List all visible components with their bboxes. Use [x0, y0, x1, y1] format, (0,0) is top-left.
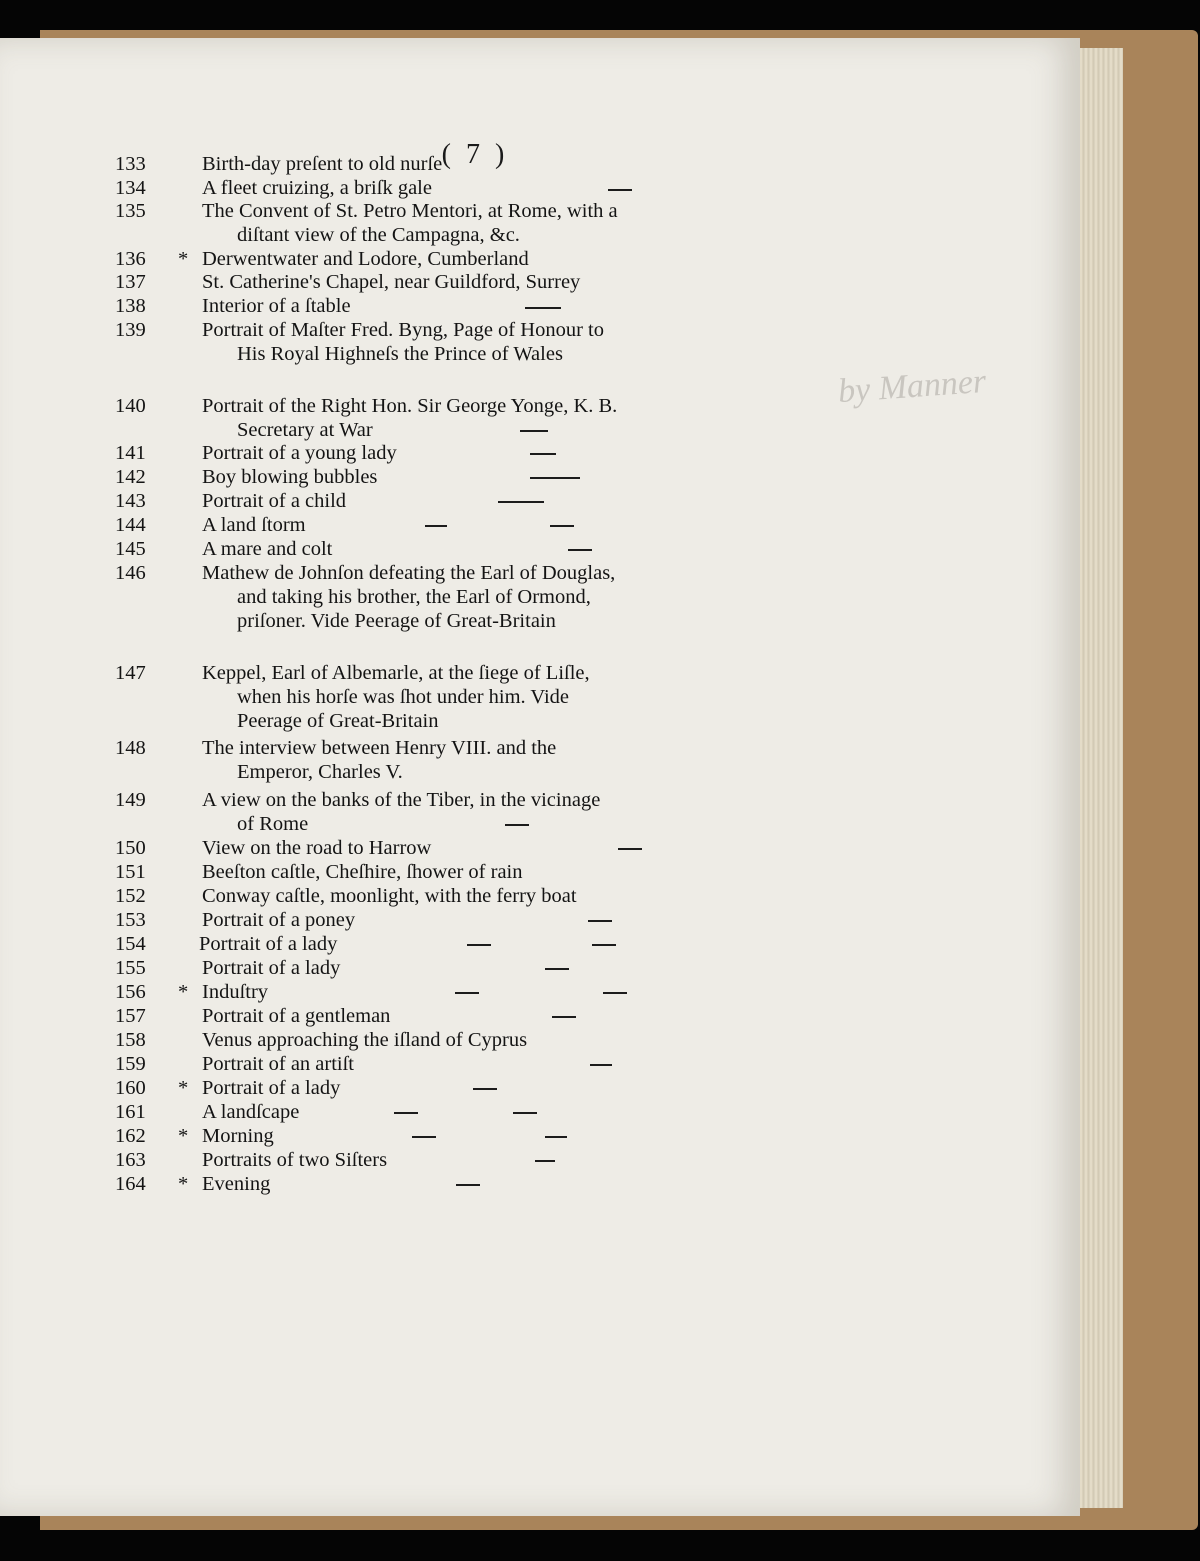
entry-title-continued: diſtant view of the Campagna, &c. [237, 224, 520, 246]
entry-number: 144 [115, 514, 146, 536]
entry-title-continued: Emperor, Charles V. [237, 761, 403, 783]
dash-separator [550, 525, 574, 527]
entry-title: Birth-day preſent to old nurſe [202, 153, 443, 175]
entry-title: Conway caſtle, moonlight, with the ferry boat [202, 885, 577, 907]
entry-number: 143 [115, 490, 146, 512]
dash-separator [535, 1160, 555, 1162]
entry-title: Portrait of the Right Hon. Sir George Yonge, K. B. [202, 395, 618, 417]
dash-separator [618, 848, 642, 850]
entry-number: 141 [115, 442, 146, 464]
entry-title: Portrait of a gentleman [202, 1005, 391, 1027]
dash-separator [394, 1112, 418, 1114]
entry-number: 147 [115, 662, 146, 684]
dash-separator [425, 525, 447, 527]
dash-separator [473, 1088, 497, 1090]
entry-number: 150 [115, 837, 146, 859]
entry-title: Interior of a ſtable [202, 295, 351, 317]
entry-number: 133 [115, 153, 146, 175]
asterisk-mark: * [178, 1173, 189, 1195]
entry-title: Portrait of a lady [202, 1077, 341, 1099]
entry-number: 155 [115, 957, 146, 979]
entry-title: St. Catherine's Chapel, near Guildford, Surrey [202, 271, 581, 293]
entry-title: Portrait of a young lady [202, 442, 397, 464]
entry-number: 142 [115, 466, 146, 488]
entry-title-continued: priſoner. Vide Peerage of Great-Britain [237, 610, 556, 632]
entry-title: Portrait of an artiſt [202, 1053, 354, 1075]
entry-title: Evening [202, 1173, 271, 1195]
dash-separator [603, 992, 627, 994]
dash-separator [525, 307, 561, 309]
dash-separator [552, 1016, 576, 1018]
entry-title-continued: when his horſe was ſhot under him. Vide [237, 686, 570, 708]
page-number: ( 7 ) [441, 139, 509, 170]
dash-separator [608, 189, 632, 191]
dash-separator [520, 430, 548, 432]
entry-number: 164 [115, 1173, 146, 1195]
entry-title-continued: Secretary at War [237, 419, 373, 441]
entry-number: 160 [115, 1077, 146, 1099]
entry-title: Portrait of a lady [202, 957, 341, 979]
entry-title: Induſtry [202, 981, 269, 1003]
entry-number: 154 [115, 933, 146, 955]
dash-separator [588, 920, 612, 922]
entry-title: A fleet cruizing, a briſk gale [202, 177, 432, 199]
dash-separator [505, 824, 529, 826]
entry-title-continued: and taking his brother, the Earl of Ormond, [237, 586, 591, 608]
entry-number: 135 [115, 200, 146, 222]
entry-title: Beeſton caſtle, Cheſhire, ſhower of rain [202, 861, 523, 883]
dash-separator [467, 944, 491, 946]
entry-number: 134 [115, 177, 146, 199]
dash-separator [545, 1136, 567, 1138]
asterisk-mark: * [178, 981, 189, 1003]
dash-separator [513, 1112, 537, 1114]
entry-number: 162 [115, 1125, 146, 1147]
entry-title: Keppel, Earl of Albemarle, at the ſiege of Liſle, [202, 662, 590, 684]
entry-title: Portrait of a poney [202, 909, 356, 931]
dash-separator [590, 1064, 612, 1066]
asterisk-mark: * [178, 248, 189, 270]
asterisk-mark: * [178, 1125, 189, 1147]
dash-separator [412, 1136, 436, 1138]
dash-separator [568, 549, 592, 551]
entry-title: View on the road to Harrow [202, 837, 432, 859]
dash-separator [530, 453, 556, 455]
entry-title: Morning [202, 1125, 274, 1147]
asterisk-mark: * [178, 1077, 189, 1099]
entry-number: 153 [115, 909, 146, 931]
entry-title: A view on the banks of the Tiber, in the vicinage [202, 789, 601, 811]
entry-title: The Convent of St. Petro Mentori, at Rome, with a [202, 200, 618, 222]
entry-number: 161 [115, 1101, 146, 1123]
entry-number: 145 [115, 538, 146, 560]
entry-number: 163 [115, 1149, 146, 1171]
entry-title: A land ſtorm [202, 514, 306, 536]
margin-note: by Manner [836, 362, 988, 411]
dash-separator [530, 477, 580, 479]
entry-number: 138 [115, 295, 146, 317]
book-page [0, 38, 1080, 1516]
entry-title: Venus approaching the iſland of Cyprus [202, 1029, 528, 1051]
entry-number: 159 [115, 1053, 146, 1075]
entry-number: 157 [115, 1005, 146, 1027]
entry-title: A mare and colt [202, 538, 333, 560]
entry-title: Portraits of two Siſters [202, 1149, 388, 1171]
entry-title: Boy blowing bubbles [202, 466, 378, 488]
entry-number: 149 [115, 789, 146, 811]
dash-separator [545, 968, 569, 970]
entry-title: Portrait of Maſter Fred. Byng, Page of Honour to [202, 319, 604, 341]
dash-separator [455, 992, 479, 994]
dash-separator [592, 944, 616, 946]
entry-number: 137 [115, 271, 146, 293]
entry-title-continued: of Rome [237, 813, 309, 835]
entry-number: 152 [115, 885, 146, 907]
entry-title: Derwentwater and Lodore, Cumberland [202, 248, 529, 270]
entry-number: 158 [115, 1029, 146, 1051]
dash-separator [498, 501, 544, 503]
entry-number: 146 [115, 562, 146, 584]
entry-title-continued: Peerage of Great-Britain [237, 710, 439, 732]
entry-number: 140 [115, 395, 146, 417]
entry-number: 136 [115, 248, 146, 270]
entry-number: 151 [115, 861, 146, 883]
entry-title: Portrait of a child [202, 490, 347, 512]
entry-title-continued: His Royal Highneſs the Prince of Wales [237, 343, 563, 365]
entry-number: 139 [115, 319, 146, 341]
entry-title: Mathew de Johnſon defeating the Earl of Douglas, [202, 562, 616, 584]
entry-title: The interview between Henry VIII. and the [202, 737, 557, 759]
entry-number: 148 [115, 737, 146, 759]
entry-title: A landſcape [202, 1101, 300, 1123]
entry-number: 156 [115, 981, 146, 1003]
dash-separator [456, 1184, 480, 1186]
entry-title: Portrait of a lady [199, 933, 338, 955]
